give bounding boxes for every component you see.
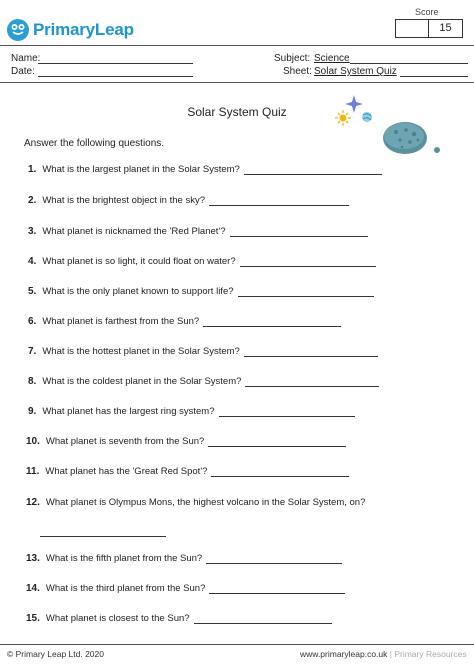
question-number: 13. <box>26 553 40 564</box>
footer-extra: | Primary Resources <box>389 649 467 659</box>
question-number: 11. <box>26 466 40 477</box>
question-3 <box>28 226 368 237</box>
score-label: Score <box>415 7 439 17</box>
question-number: 10. <box>26 436 40 447</box>
answer-line-15[interactable] <box>194 614 332 624</box>
small-asteroid-icon <box>434 147 440 153</box>
question-14 <box>26 583 345 594</box>
answer-line-4[interactable] <box>240 257 376 267</box>
question-text: What planet is seventh from the Sun? <box>45 436 205 447</box>
question-text: What is the fifth planet from the Sun? <box>45 553 203 564</box>
question-number: 2. <box>28 195 37 206</box>
question-text: What is the coldest planet in the Solar System? <box>42 376 242 387</box>
question-13 <box>26 553 342 564</box>
question-9 <box>28 406 355 417</box>
question-1 <box>28 164 382 175</box>
answer-line-8[interactable] <box>245 377 379 387</box>
date-field[interactable] <box>38 65 193 77</box>
swirl-planet-icon <box>362 112 372 122</box>
footer-copyright: © Primary Leap Ltd. 2020 <box>7 649 104 659</box>
answer-line-13[interactable] <box>206 554 342 564</box>
answer-line-11[interactable] <box>211 467 349 477</box>
question-10 <box>26 436 346 447</box>
primaryleap-logo <box>7 17 134 43</box>
name-label: Name: <box>11 53 41 64</box>
answer-line-9[interactable] <box>219 407 355 417</box>
question-text: What is the third planet from the Sun? <box>45 583 206 594</box>
question-text: What planet has the largest ring system? <box>42 406 215 417</box>
question-text: What planet is closest to the Sun? <box>45 613 190 624</box>
footer-divider <box>0 644 474 645</box>
question-text: What planet is so light, it could float on water? <box>42 256 236 267</box>
question-text: What planet has the 'Great Red Spot'? <box>45 466 208 477</box>
score-input[interactable] <box>396 20 429 37</box>
question-text: What is the largest planet in the Solar System? <box>42 164 240 175</box>
asteroid-icon <box>383 122 427 154</box>
question-text: What planet is Olympus Mons, the highest volcano in the Solar System, on? <box>45 497 366 508</box>
question-text: What is the brightest object in the sky? <box>42 195 205 206</box>
question-5 <box>28 286 374 297</box>
name-field[interactable] <box>38 52 193 64</box>
question-number: 6. <box>28 316 37 327</box>
sparkle-icon <box>345 95 363 113</box>
score-total: 15 <box>439 22 452 34</box>
question-number: 1. <box>28 164 37 175</box>
question-number: 14. <box>26 583 40 594</box>
sheet-label: Sheet: <box>283 66 312 77</box>
header-divider <box>0 45 474 46</box>
question-number: 5. <box>28 286 37 297</box>
question-number: 15. <box>26 613 40 624</box>
brand-name: PrimaryLeap <box>33 20 134 39</box>
question-7 <box>28 346 378 357</box>
answer-line-6[interactable] <box>203 317 341 327</box>
page-title: Solar System Quiz <box>187 105 287 119</box>
frog-logo-icon <box>7 19 29 41</box>
question-number: 9. <box>28 406 37 417</box>
question-15 <box>26 613 332 624</box>
subject-line <box>350 52 468 64</box>
question-number: 8. <box>28 376 37 387</box>
question-text: What planet is farthest from the Sun? <box>42 316 200 327</box>
space-illustration <box>330 90 450 170</box>
question-6 <box>28 316 341 327</box>
website-link[interactable]: www.primaryleap.co.uk <box>300 649 388 659</box>
answer-line-12[interactable] <box>40 527 166 537</box>
question-4 <box>28 256 376 267</box>
answer-line-5[interactable] <box>238 287 374 297</box>
question-number: 7. <box>28 346 37 357</box>
score-box <box>395 19 463 38</box>
footer-website <box>300 649 467 659</box>
sun-icon <box>335 110 351 126</box>
meta-divider <box>0 82 474 83</box>
answer-line-1[interactable] <box>244 165 382 175</box>
question-2 <box>28 195 349 206</box>
instructions: Answer the following questions. <box>24 138 165 149</box>
subject-label: Subject: <box>274 53 311 64</box>
question-8 <box>28 376 379 387</box>
question-12 <box>26 497 365 508</box>
date-label: Date: <box>11 66 35 77</box>
question-text: What planet is nicknamed the 'Red Planet'? <box>42 226 226 237</box>
answer-line-2[interactable] <box>209 196 349 206</box>
sheet-value: Solar System Quiz <box>314 66 397 77</box>
answer-line-10[interactable] <box>208 437 346 447</box>
question-11 <box>26 466 349 477</box>
answer-line-7[interactable] <box>244 347 378 357</box>
question-number: 12. <box>26 497 40 508</box>
subject-value: Science <box>314 53 350 64</box>
question-number: 3. <box>28 226 37 237</box>
question-text: What is the only planet known to support life? <box>42 286 234 297</box>
answer-line-3[interactable] <box>230 227 368 237</box>
sheet-line <box>400 65 468 77</box>
answer-line-14[interactable] <box>209 584 345 594</box>
question-text: What is the hottest planet in the Solar System? <box>42 346 240 357</box>
question-number: 4. <box>28 256 37 267</box>
